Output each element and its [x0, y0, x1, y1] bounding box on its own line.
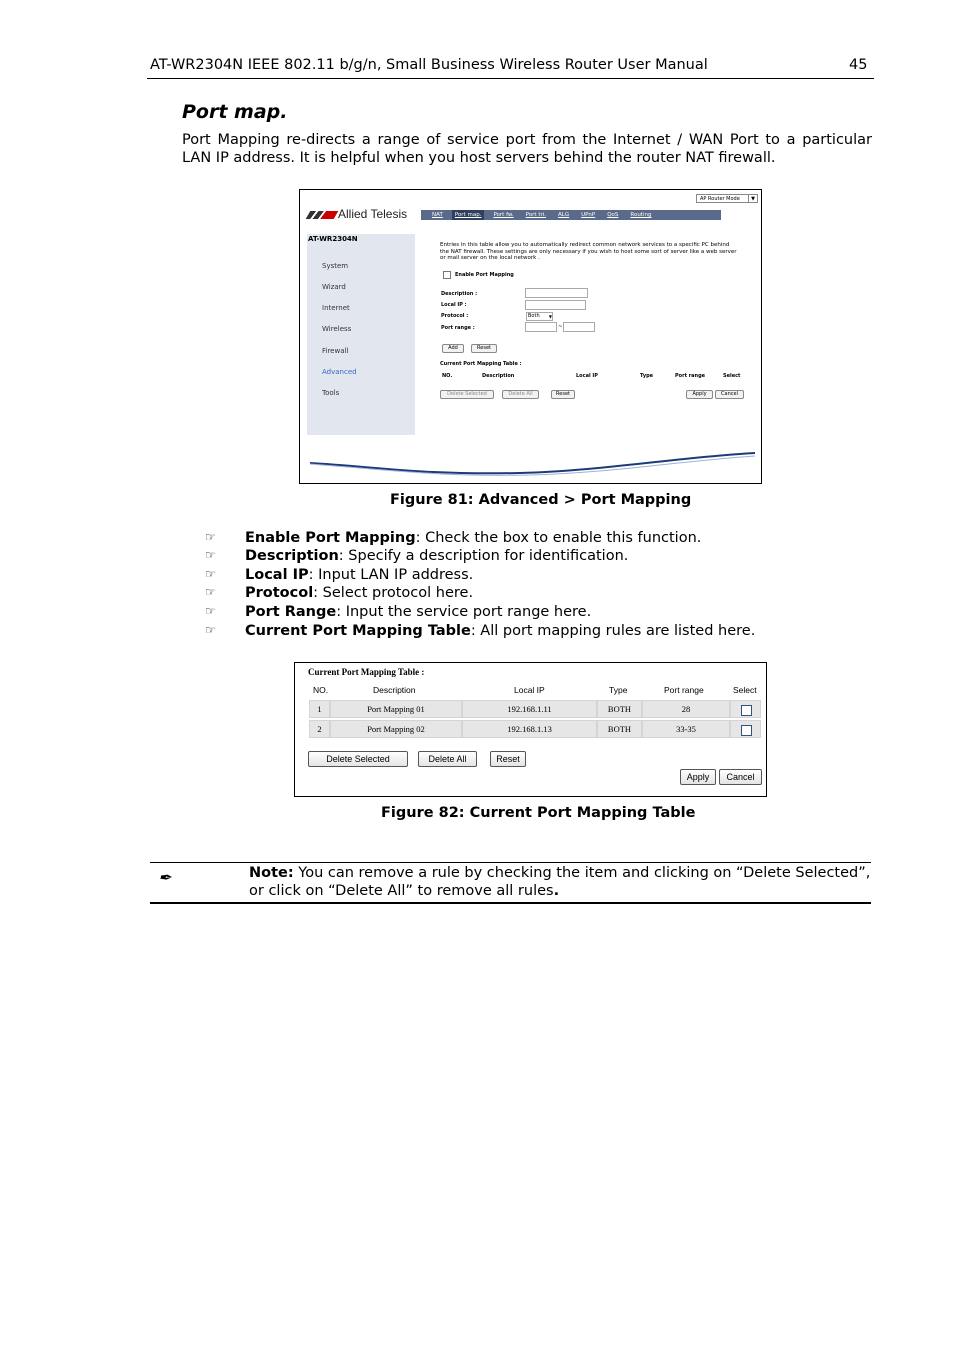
allied-telesis-logo-icon [306, 211, 339, 219]
cell-local-ip: 192.168.1.13 [463, 721, 596, 737]
col-type: Type [609, 685, 628, 695]
col-description: Description [373, 685, 416, 695]
note-text: Note: You can remove a rule by checking the item and clicking on “Delete Selected”, or click on “Delete All” to remove all rules. [249, 865, 871, 899]
sidebar-item-internet[interactable]: Internet [322, 304, 350, 312]
reset-button[interactable]: Reset [471, 344, 497, 353]
tab-qos[interactable]: QoS [607, 212, 619, 218]
cancel-button[interactable]: Cancel [719, 769, 762, 785]
enable-port-mapping-checkbox[interactable] [443, 271, 451, 279]
cancel-button[interactable]: Cancel [715, 390, 744, 399]
pointing-hand-icon: ☞ [205, 585, 216, 599]
figure-82-table [294, 662, 767, 797]
delete-selected-button[interactable]: Delete Selected [308, 751, 408, 767]
apply-button[interactable]: Apply [686, 390, 713, 399]
chevron-down-icon: ▼ [548, 314, 552, 319]
description-label: Description : [441, 291, 478, 297]
sidebar-item-wizard[interactable]: Wizard [322, 283, 346, 291]
local-ip-input[interactable] [525, 300, 586, 310]
note-pen-icon: ✒ [158, 868, 172, 887]
cell-select [731, 721, 760, 737]
brand-logo: Allied Telesis [308, 207, 407, 221]
col-local-ip: Local IP [514, 685, 545, 695]
col-select: Select [723, 373, 741, 379]
add-button[interactable]: Add [442, 344, 464, 353]
tab-port-map[interactable]: Port map. [452, 210, 485, 220]
cell-type: BOTH [598, 701, 641, 717]
page-description: Entries in this table allow you to automatically redirect common network services to a specific PC behind the NAT firewall. These settings are only necessary if you wish to host some sort of server like a web server or mail server on the local network . [440, 242, 737, 261]
figure-81-screenshot [299, 189, 762, 484]
sidebar-item-system[interactable]: System [322, 262, 349, 270]
cell-no: 2 [310, 721, 329, 737]
tab-routing[interactable]: Routing [630, 212, 652, 218]
delete-all-button[interactable]: Delete All [418, 751, 477, 767]
col-select: Select [733, 685, 757, 695]
pointing-hand-icon: ☞ [205, 623, 216, 637]
reset-button[interactable]: Reset [490, 751, 526, 767]
protocol-select[interactable]: Both ▼ [528, 313, 552, 319]
running-header-title: AT-WR2304N IEEE 802.11 b/g/n, Small Business Wireless Router User Manual [150, 57, 708, 73]
page-number: 45 [849, 57, 868, 73]
pointing-hand-icon: ☞ [205, 604, 216, 618]
tab-port-fw[interactable]: Port fw. [493, 212, 514, 218]
local-ip-label: Local IP : [441, 302, 467, 308]
enable-port-mapping-label: Enable Port Mapping [455, 272, 514, 278]
col-no: NO. [313, 685, 329, 695]
cell-no: 1 [310, 701, 329, 717]
chevron-down-icon: ▼ [748, 195, 757, 202]
cell-type: BOTH [598, 721, 641, 737]
sidebar-item-wireless[interactable]: Wireless [322, 325, 352, 333]
figure-81-caption: Figure 81: Advanced > Port Mapping [390, 492, 692, 508]
delete-selected-button[interactable]: Delete Selected [440, 390, 494, 399]
select-checkbox[interactable] [741, 725, 752, 736]
decorative-wave [300, 445, 761, 483]
col-no: NO. [442, 373, 453, 379]
tab-nat[interactable]: NAT [432, 212, 443, 218]
cell-select [731, 701, 760, 717]
nav-tabs [421, 210, 721, 220]
apply-button[interactable]: Apply [680, 769, 716, 785]
col-type: Type [640, 373, 654, 379]
table-title: Current Port Mapping Table : [440, 361, 522, 367]
tab-port-tri[interactable]: Port tri. [525, 212, 547, 218]
cell-port-range: 33-35 [643, 721, 729, 737]
header-rule [147, 78, 874, 79]
figure-82-caption: Figure 82: Current Port Mapping Table [381, 805, 696, 821]
reset-table-button[interactable]: Reset [551, 390, 575, 399]
port-range-start-input[interactable] [525, 322, 557, 332]
sidebar-item-tools[interactable]: Tools [322, 389, 340, 397]
description-input[interactable] [525, 288, 588, 298]
delete-all-button[interactable]: Delete All [502, 390, 539, 399]
col-description: Description [482, 373, 515, 379]
note-bottom-rule [150, 902, 871, 904]
protocol-label: Protocol : [441, 313, 469, 319]
note-top-rule [150, 862, 871, 863]
cell-description: Port Mapping 02 [331, 721, 461, 737]
tab-upnp[interactable]: UPnP [581, 212, 596, 218]
cell-local-ip: 192.168.1.11 [463, 701, 596, 717]
pointing-hand-icon: ☞ [205, 567, 216, 581]
tab-alg[interactable]: ALG [558, 212, 570, 218]
port-range-label: Port range : [441, 325, 475, 331]
table-title: Current Port Mapping Table : [308, 667, 425, 677]
intro-paragraph: Port Mapping re-directs a range of service port from the Internet / WAN Port to a particular LAN IP address. It is helpful when you host servers behind the router NAT firewall. [182, 132, 872, 166]
range-separator: ~ [558, 324, 563, 330]
cell-description: Port Mapping 01 [331, 701, 461, 717]
table-row [309, 720, 761, 738]
model-name: AT-WR2304N [308, 235, 358, 243]
section-title: Port map. [182, 101, 288, 123]
pointing-hand-icon: ☞ [205, 530, 216, 544]
pointing-hand-icon: ☞ [205, 548, 216, 562]
table-row [309, 700, 761, 718]
port-range-end-input[interactable] [563, 322, 595, 332]
select-checkbox[interactable] [741, 705, 752, 716]
mode-select[interactable]: AP Router Mode ▼ [696, 194, 758, 203]
cell-port-range: 28 [643, 701, 729, 717]
col-port-range: Port range [664, 685, 704, 695]
col-local-ip: Local IP [576, 373, 598, 379]
sidebar-item-firewall[interactable]: Firewall [322, 347, 349, 355]
col-port-range: Port range [675, 373, 706, 379]
sidebar-item-advanced[interactable]: Advanced [322, 368, 357, 376]
